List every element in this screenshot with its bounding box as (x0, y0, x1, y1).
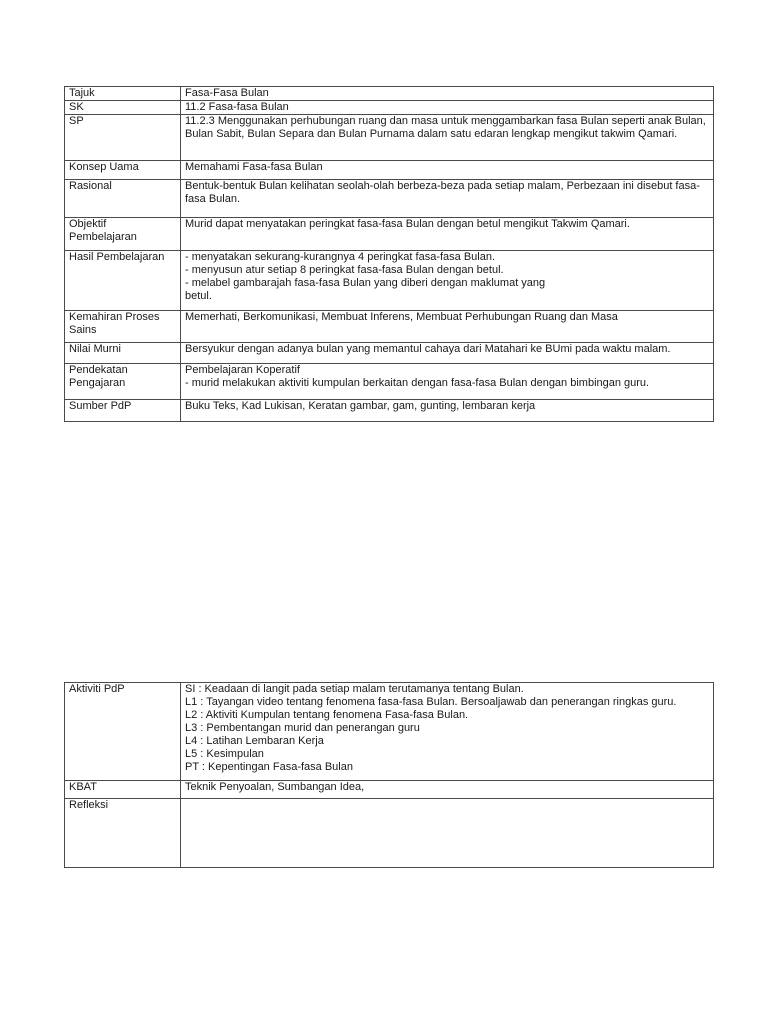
row-label: Tajuk (65, 87, 181, 101)
table-row-sp (65, 115, 714, 161)
row-value (181, 799, 714, 868)
row-value: - menyatakan sekurang-kurangnya 4 peringkat fasa-fasa Bulan. - menyusun atur setiap 8 peringkat fasa-fasa Bulan dengan betul. - melabel gambarajah fasa-fasa Bulan yang diberi dengan maklumat yang betul. (181, 251, 714, 311)
table-row-sumber (65, 400, 714, 422)
row-label: Nilai Murni (65, 343, 181, 364)
table-row-nilai (65, 343, 714, 364)
row-value: Memahami Fasa-fasa Bulan (181, 161, 714, 180)
row-value: Buku Teks, Kad Lukisan, Keratan gambar, gam, gunting, lembaran kerja (181, 400, 714, 422)
row-label: KBAT (65, 781, 181, 799)
table-row-refleksi (65, 799, 714, 868)
row-label: SK (65, 101, 181, 115)
row-value: Bentuk-bentuk Bulan kelihatan seolah-olah berbeza-beza pada setiap malam, Perbezaan ini disebut fasa-fasa Bulan. (181, 180, 714, 218)
row-label: Objektif Pembelajaran (65, 218, 181, 251)
row-label: Rasional (65, 180, 181, 218)
row-value: Teknik Penyoalan, Sumbangan Idea, (181, 781, 714, 799)
row-label: Hasil Pembelajaran (65, 251, 181, 311)
lesson-plan-table-bottom (64, 682, 714, 868)
table-row-tajuk (65, 87, 714, 101)
row-label: Refleksi (65, 799, 181, 868)
table-row-sk (65, 101, 714, 115)
row-value: 11.2.3 Menggunakan perhubungan ruang dan masa untuk menggambarkan fasa Bulan seperti anak Bulan, Bulan Sabit, Bulan Separa dan Bulan Purnama dalam satu edaran lengkap mengikut takwim Qamari. (181, 115, 714, 161)
row-label: Kemahiran Proses Sains (65, 311, 181, 343)
table-row-kemahiran (65, 311, 714, 343)
row-label: Konsep Uama (65, 161, 181, 180)
table-row-objektif (65, 218, 714, 251)
row-label: Pendekatan Pengajaran (65, 364, 181, 400)
table-row-konsep (65, 161, 714, 180)
lesson-plan-table-top (64, 86, 714, 422)
table-row-kbat (65, 781, 714, 799)
table-row-pendekatan (65, 364, 714, 400)
table-row-rasional (65, 180, 714, 218)
row-value: SI : Keadaan di langit pada setiap malam terutamanya tentang Bulan. L1 : Tayangan video tentang fenomena fasa-fasa Bulan. Bersoaljawab dan penerangan ringkas guru. L2 : Aktiviti Kumpulan tentang fenomena Fasa-fasa Bulan. L3 : Pembentangan murid dan penerangan guru L4 : Latihan Lembaran Kerja L5 : Kesimpulan PT : Kepentingan Fasa-fasa Bulan (181, 683, 714, 781)
row-value: Bersyukur dengan adanya bulan yang memantul cahaya dari Matahari ke BUmi pada waktu malam. (181, 343, 714, 364)
table-row-aktiviti (65, 683, 714, 781)
row-value: Memerhati, Berkomunikasi, Membuat Inferens, Membuat Perhubungan Ruang dan Masa (181, 311, 714, 343)
row-label: Aktiviti PdP (65, 683, 181, 781)
row-value: Pembelajaran Koperatif - murid melakukan aktiviti kumpulan berkaitan dengan fasa-fasa Bulan dengan bimbingan guru. (181, 364, 714, 400)
row-value: Murid dapat menyatakan peringkat fasa-fasa Bulan dengan betul mengikut Takwim Qamari. (181, 218, 714, 251)
row-value: Fasa-Fasa Bulan (181, 87, 714, 101)
row-label: Sumber PdP (65, 400, 181, 422)
table-row-hasil (65, 251, 714, 311)
row-value: 11.2 Fasa-fasa Bulan (181, 101, 714, 115)
row-label: SP (65, 115, 181, 161)
